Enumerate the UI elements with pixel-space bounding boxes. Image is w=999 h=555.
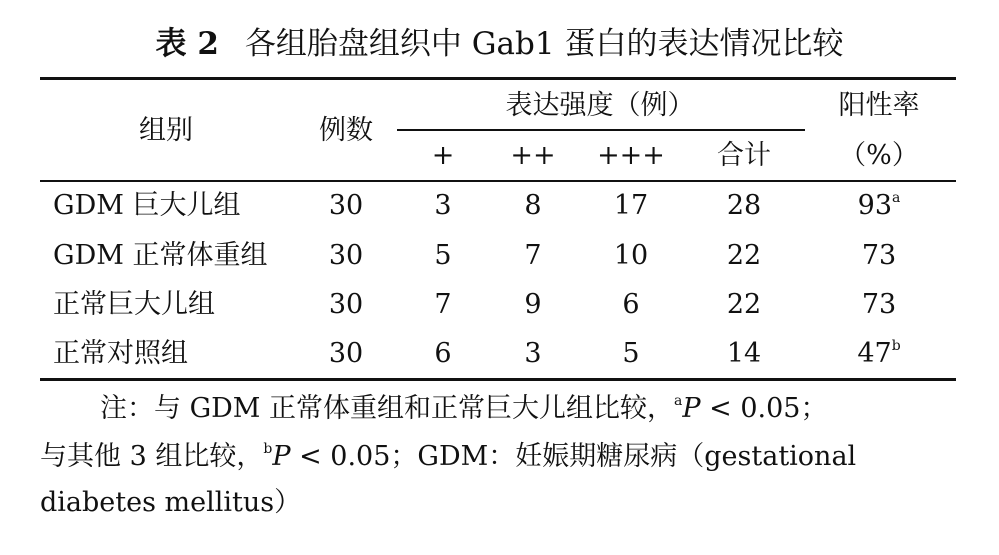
row-plus2: 8: [524, 190, 542, 221]
header-rule: [40, 180, 956, 182]
row-group: GDM 正常体重组: [53, 240, 268, 271]
row-cases: 30: [328, 289, 364, 320]
row-plus3: 10: [613, 240, 649, 271]
note-mark-b: b: [263, 441, 273, 457]
note-text: < 0.05；GDM：妊娠期糖尿病（gestational: [290, 441, 857, 472]
row-plus2: 3: [524, 338, 542, 369]
header-expression: 表达强度（例）: [505, 90, 695, 121]
rate-value: 73: [861, 289, 897, 320]
table-number: 表 2: [155, 26, 219, 62]
row-total: 28: [726, 190, 762, 221]
row-plus1: 3: [434, 190, 452, 221]
row-total: 22: [726, 289, 762, 320]
note-mark-a: a: [674, 393, 683, 409]
top-rule: [40, 77, 956, 80]
note-text: < 0.05；: [700, 393, 828, 424]
note-text: 与其他 3 组比较，: [40, 441, 264, 472]
header-cases: 例数: [319, 115, 373, 146]
row-rate: [858, 189, 901, 223]
row-plus3: 17: [613, 190, 649, 221]
row-group: 正常对照组: [53, 338, 188, 369]
row-cases: 30: [328, 338, 364, 369]
row-plus1: 6: [434, 338, 452, 369]
row-plus2: 7: [524, 240, 542, 271]
rate-value: 73: [861, 240, 897, 271]
note-line-3: diabetes mellitus）: [40, 487, 302, 518]
header-group: 组别: [139, 115, 193, 146]
row-total: 22: [726, 240, 762, 271]
rate-mark: a: [892, 190, 901, 206]
header-plus3: +++: [597, 140, 665, 171]
row-rate: [862, 288, 896, 322]
row-rate: [857, 337, 900, 371]
header-positive-unit: （%）: [839, 140, 919, 171]
table-caption: 各组胎盘组织中 Gab1 蛋白的表达情况比较: [244, 26, 844, 62]
bottom-rule: [40, 378, 956, 381]
note-p-symbol: P: [272, 441, 291, 472]
rate-mark: b: [891, 338, 901, 354]
header-plus2: ++: [510, 140, 556, 171]
rate-value: 47: [857, 338, 892, 369]
row-plus3: 6: [622, 289, 640, 320]
row-group: GDM 巨大儿组: [53, 190, 241, 221]
note-line-2: [40, 440, 960, 474]
row-cases: 30: [328, 240, 364, 271]
table-title: [0, 24, 999, 64]
row-plus2: 9: [524, 289, 542, 320]
row-rate: [862, 239, 896, 273]
row-total: 14: [726, 338, 762, 369]
note-line-1: [40, 392, 999, 426]
note-p-symbol: P: [682, 393, 701, 424]
header-total: 合计: [717, 140, 771, 171]
row-plus1: 7: [434, 289, 452, 320]
spanner-rule: [397, 129, 805, 131]
row-group: 正常巨大儿组: [53, 289, 215, 320]
header-positive-rate: 阳性率: [838, 90, 920, 121]
row-plus1: 5: [434, 240, 452, 271]
rate-value: 93: [857, 190, 892, 221]
note-text: 注：与 GDM 正常体重组和正常巨大儿组比较，: [100, 393, 675, 424]
header-plus1: +: [431, 140, 455, 171]
row-plus3: 5: [622, 338, 640, 369]
row-cases: 30: [328, 190, 364, 221]
